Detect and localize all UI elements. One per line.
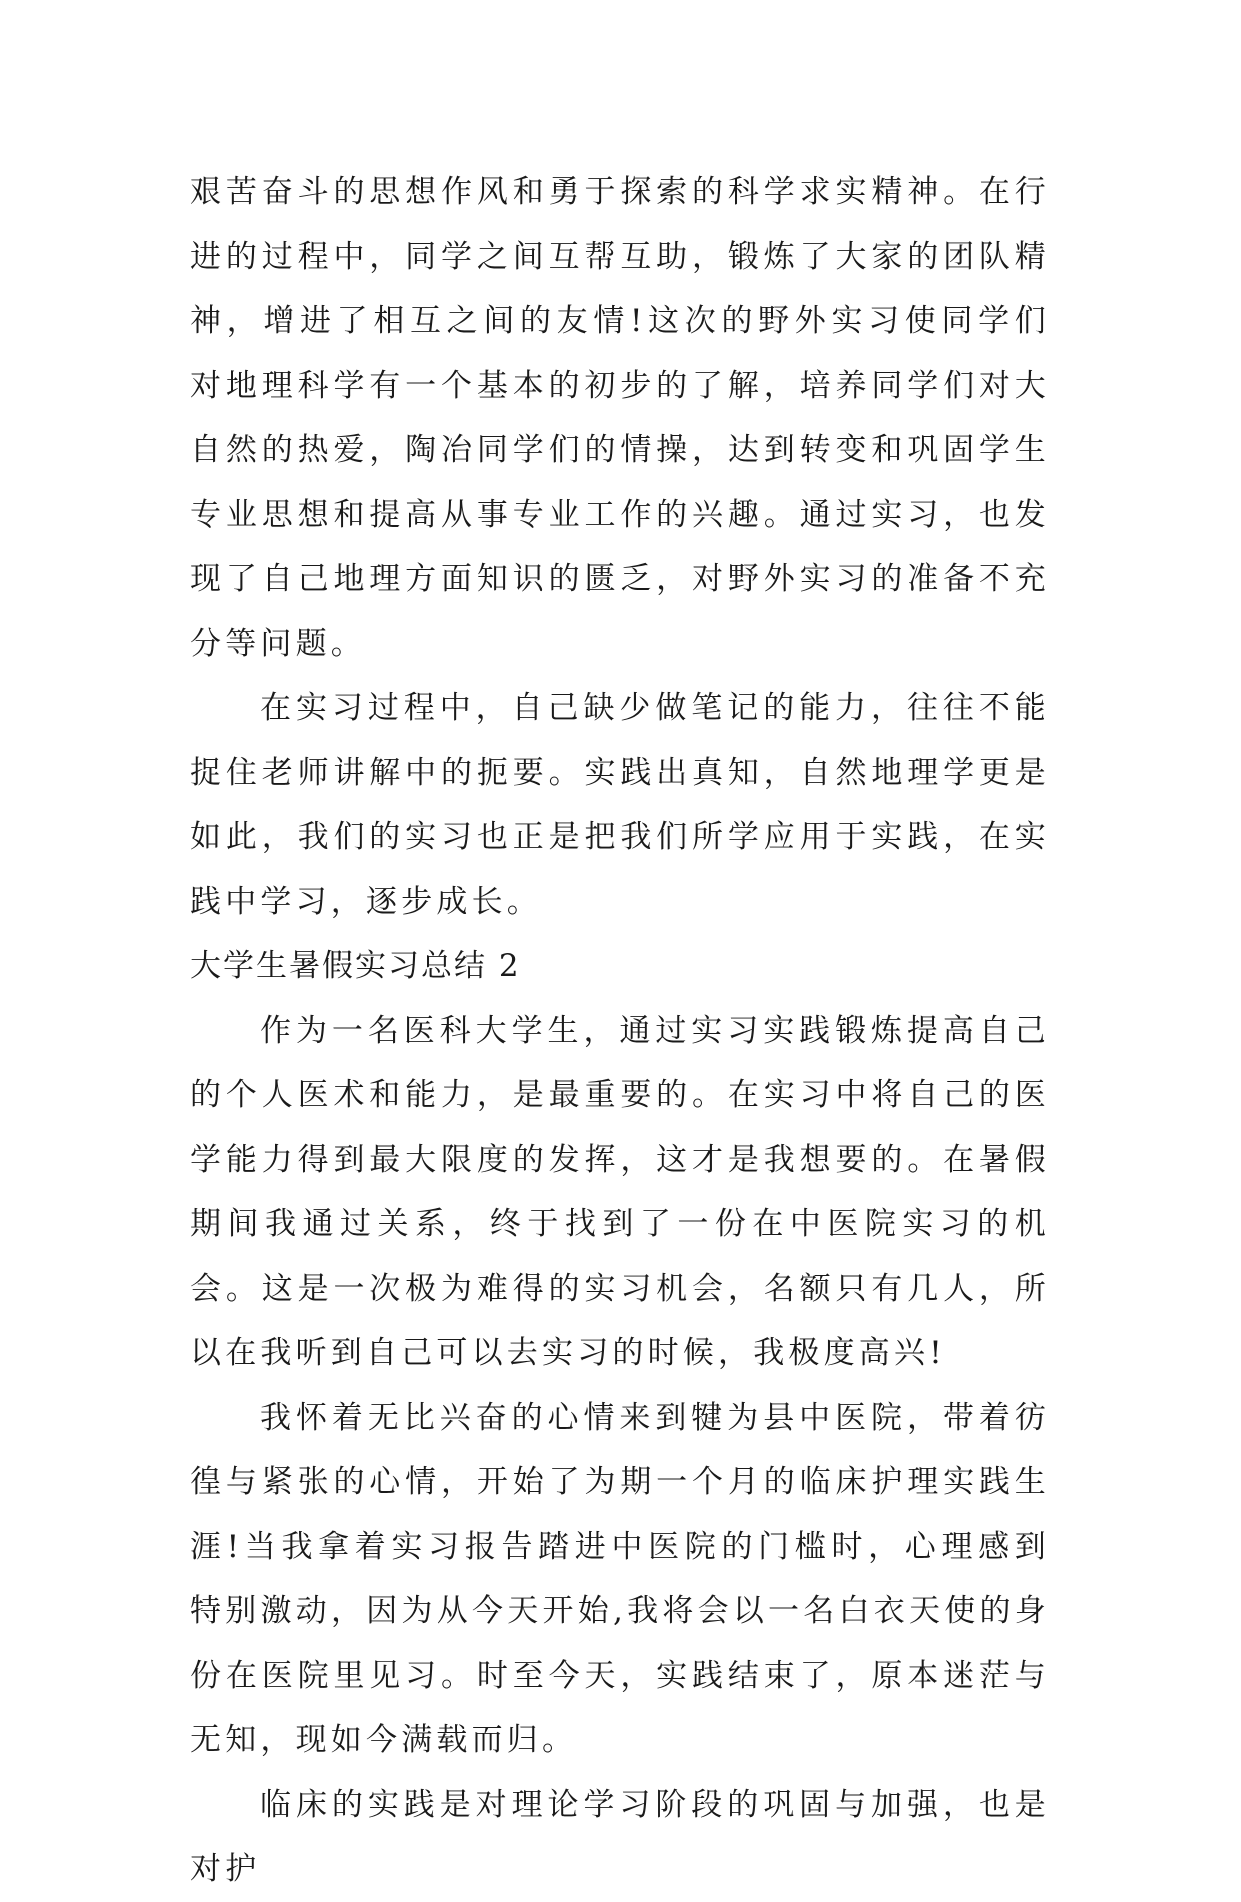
document-body [190, 160, 1050, 1902]
section-heading: 大学生暑假实习总结 2 [190, 948, 521, 984]
paragraph-2: 在实习过程中，自己缺少做笔记的能力，往往不能捉住老师讲解中的扼要。实践出真知，自然地理学更是如此，我们的实习也正是把我们所学应用于实践，在实践中学习，逐步成长。 [190, 690, 1050, 920]
paragraph-1: 艰苦奋斗的思想作风和勇于探索的科学求实精神。在行进的过程中，同学之间互帮互助，锻炼了大家的团队精神，增进了相互之间的友情!这次的野外实习使同学们对地理科学有一个基本的初步的了解，培养同学们对大自然的热爱，陶冶同学们的情操，达到转变和巩固学生专业思想和提高从事专业工作的兴趣。通过实习，也发现了自己地理方面知识的匮乏，对野外实习的准备不充分等问题。 [190, 174, 1050, 662]
paragraph-3: 作为一名医科大学生，通过实习实践锻炼提高自己的个人医术和能力，是最重要的。在实习中将自己的医学能力得到最大限度的发挥，这才是我想要的。在暑假期间我通过关系，终于找到了一份在中医院实习的机会。这是一次极为难得的实习机会，名额只有几人，所以在我听到自己可以去实习的时候，我极度高兴! [190, 1012, 1050, 1371]
paragraph-5: 临床的实践是对理论学习阶段的巩固与加强，也是对护 [190, 1786, 1050, 1887]
paragraph-4: 我怀着无比兴奋的心情来到犍为县中医院，带着彷徨与紧张的心情，开始了为期一个月的临床护理实践生涯!当我拿着实习报告踏进中医院的门槛时，心理感到特别激动，因为从今天开始,我将会以一名白衣天使的身份在医院里见习。时至今天，实践结束了，原本迷茫与无知，现如今满载而归。 [190, 1399, 1050, 1758]
